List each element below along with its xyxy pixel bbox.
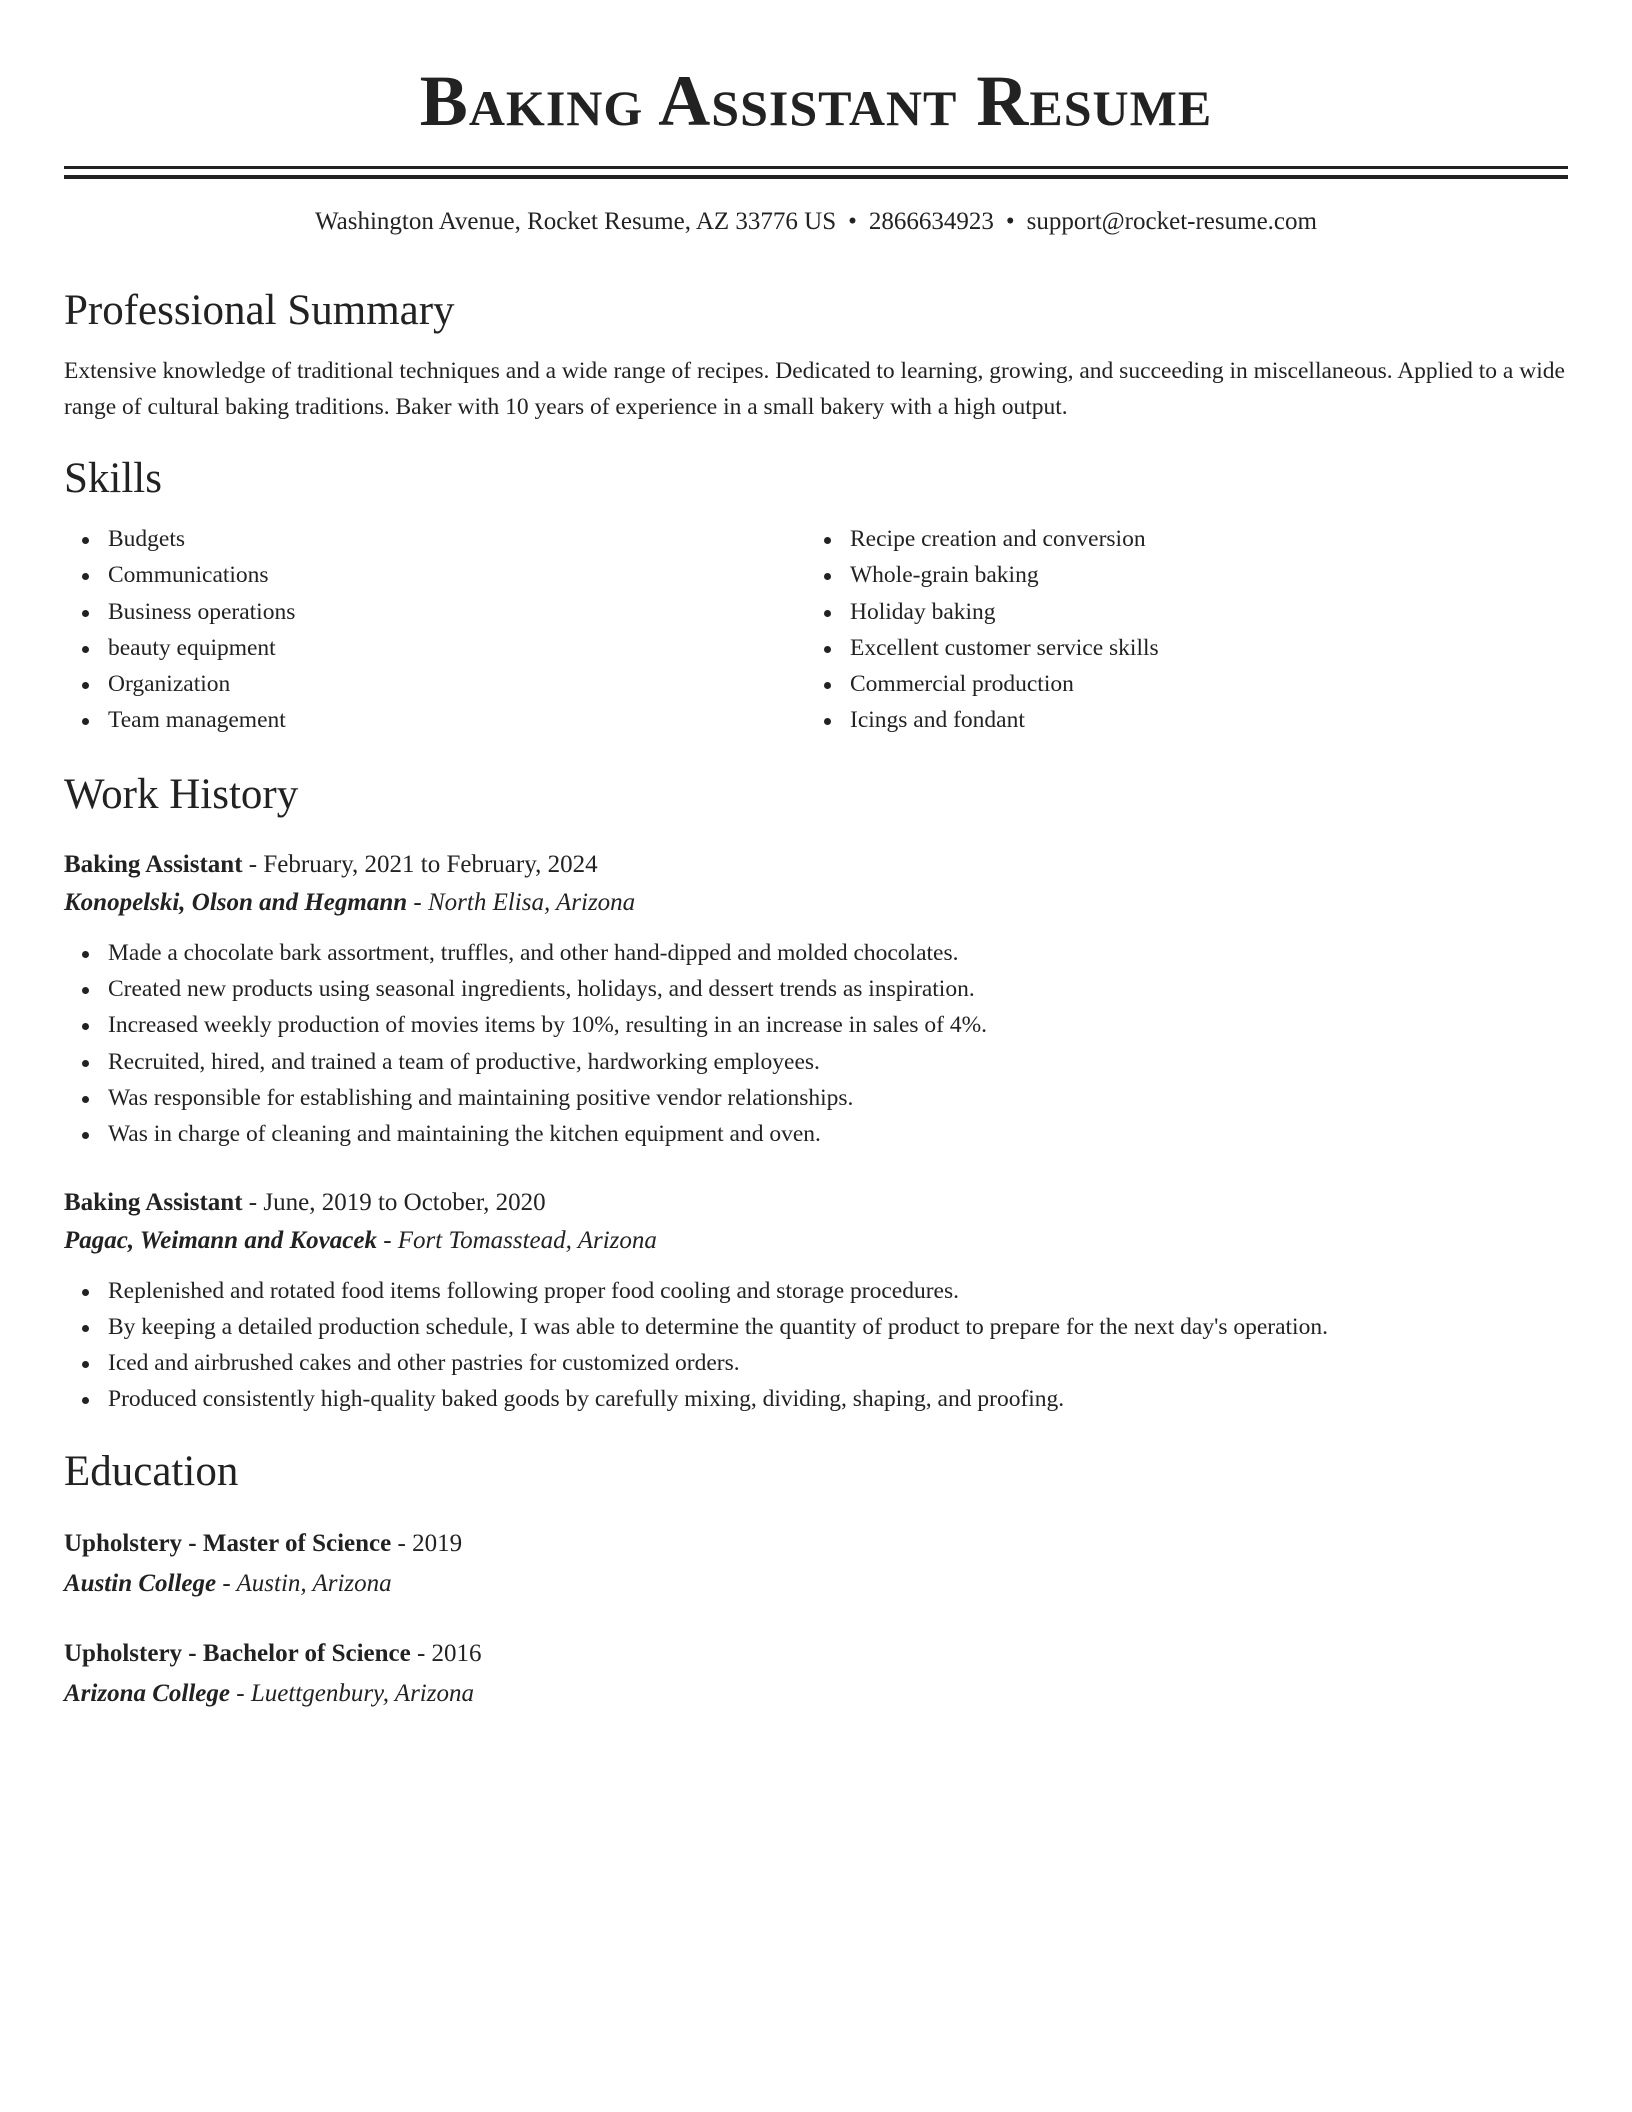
- education-location: Luettgenbury, Arizona: [250, 1679, 474, 1707]
- job-bullet: By keeping a detailed production schedule, I was able to determine the quantity of product to prepare for the next day's operation.: [108, 1309, 1568, 1345]
- dash: -: [236, 1679, 245, 1707]
- job-dates: June, 2019 to October, 2020: [263, 1188, 546, 1216]
- job-location: North Elisa, Arizona: [427, 888, 636, 916]
- dash: -: [397, 1529, 406, 1557]
- education-entry: [64, 1524, 1568, 1604]
- education-degree: Upholstery - Bachelor of Science: [64, 1639, 411, 1667]
- job-company-line: [64, 1221, 1568, 1261]
- contact-address: Washington Avenue, Rocket Resume, AZ 33776 US: [315, 208, 837, 235]
- job-bullet: Made a chocolate bark assortment, truffles, and other hand-dipped and molded chocolates.: [108, 935, 1568, 971]
- summary-text: Extensive knowledge of traditional techniques and a wide range of recipes. Dedicated to learning, growing, and succeeding in miscellaneous. Applied to a wide range of cultural baking traditions. Baker with 10 years of experience in a small bakery with a high output.: [64, 358, 1565, 420]
- title-divider-bottom: [64, 175, 1568, 179]
- dash: -: [383, 1226, 392, 1254]
- skill-item: Budgets: [108, 521, 806, 557]
- job-title: Baking Assistant: [64, 1188, 243, 1216]
- skills-list: [64, 521, 1568, 739]
- dash: -: [416, 1639, 426, 1667]
- job-bullet: Produced consistently high-quality baked goods by carefully mixing, dividing, shaping, and proofing.: [108, 1381, 1568, 1417]
- skill-item: beauty equipment: [108, 630, 806, 666]
- job-entry: [64, 1185, 1568, 1418]
- education-school-line: [64, 1564, 1568, 1604]
- title-divider-top: [64, 166, 1568, 169]
- contact-email: support@rocket-resume.com: [1026, 208, 1317, 235]
- education-school: Austin College: [64, 1569, 217, 1597]
- summary-heading: Professional Summary: [64, 287, 455, 334]
- education-degree-line: [64, 1634, 1568, 1674]
- education-year: 2016: [431, 1639, 482, 1667]
- skill-item: Communications: [108, 557, 806, 593]
- contact-separator: •: [848, 208, 857, 235]
- contact-phone: 2866634923: [868, 208, 994, 235]
- job-bullet: Created new products using seasonal ingredients, holidays, and dessert trends as inspiration.: [108, 971, 1568, 1007]
- skill-item: Recipe creation and conversion: [850, 521, 1548, 557]
- job-bullet: Iced and airbrushed cakes and other pastries for customized orders.: [108, 1345, 1568, 1381]
- education-heading: Education: [64, 1447, 239, 1495]
- education-school-line: [64, 1674, 1568, 1714]
- skills-column-right: [806, 521, 1548, 739]
- skill-item: Business operations: [108, 594, 806, 630]
- skill-item: Excellent customer service skills: [850, 630, 1548, 666]
- dash: -: [222, 1569, 231, 1597]
- education-year: 2019: [412, 1529, 463, 1557]
- job-location: Fort Tomasstead, Arizona: [397, 1226, 657, 1254]
- job-title-line: [64, 847, 1568, 883]
- skill-item: Holiday baking: [850, 594, 1548, 630]
- resume-title: Baking Assistant Resume: [419, 61, 1213, 141]
- job-dates: February, 2021 to February, 2024: [263, 850, 598, 878]
- contact-line: [64, 205, 1568, 239]
- job-bullet: Was in charge of cleaning and maintaining the kitchen equipment and oven.: [108, 1116, 1568, 1152]
- dash: -: [248, 1188, 258, 1216]
- contact-separator: •: [1005, 208, 1015, 235]
- education-degree: Upholstery - Master of Science: [64, 1529, 392, 1557]
- job-bullet: Was responsible for establishing and maintaining positive vendor relationships.: [108, 1080, 1568, 1116]
- job-title: Baking Assistant: [64, 850, 243, 878]
- education-entry: [64, 1634, 1568, 1714]
- work-history-heading: Work History: [64, 770, 299, 818]
- skill-item: Commercial production: [850, 666, 1548, 702]
- job-company: Konopelski, Olson and Hegmann: [64, 888, 408, 916]
- job-entry: [64, 847, 1568, 1153]
- skill-item: Team management: [108, 702, 806, 738]
- dash: -: [413, 888, 422, 916]
- education-degree-line: [64, 1524, 1568, 1564]
- education-location: Austin, Arizona: [236, 1569, 392, 1597]
- skills-heading: Skills: [64, 455, 162, 502]
- skill-item: Organization: [108, 666, 806, 702]
- job-bullet: Increased weekly production of movies items by 10%, resulting in an increase in sales of 4%.: [108, 1007, 1568, 1043]
- education-school: Arizona College: [64, 1679, 230, 1707]
- job-title-line: [64, 1185, 1568, 1221]
- skill-item: Icings and fondant: [850, 702, 1548, 738]
- skill-item: Whole-grain baking: [850, 557, 1548, 593]
- skills-column-left: [64, 521, 806, 739]
- dash: -: [248, 850, 258, 878]
- job-company: Pagac, Weimann and Kovacek: [64, 1226, 377, 1254]
- job-bullets: [64, 1273, 1568, 1418]
- job-bullet: Recruited, hired, and trained a team of productive, hardworking employees.: [108, 1044, 1568, 1080]
- job-bullets: [64, 935, 1568, 1153]
- job-company-line: [64, 883, 1568, 923]
- job-bullet: Replenished and rotated food items following proper food cooling and storage procedures.: [108, 1273, 1568, 1309]
